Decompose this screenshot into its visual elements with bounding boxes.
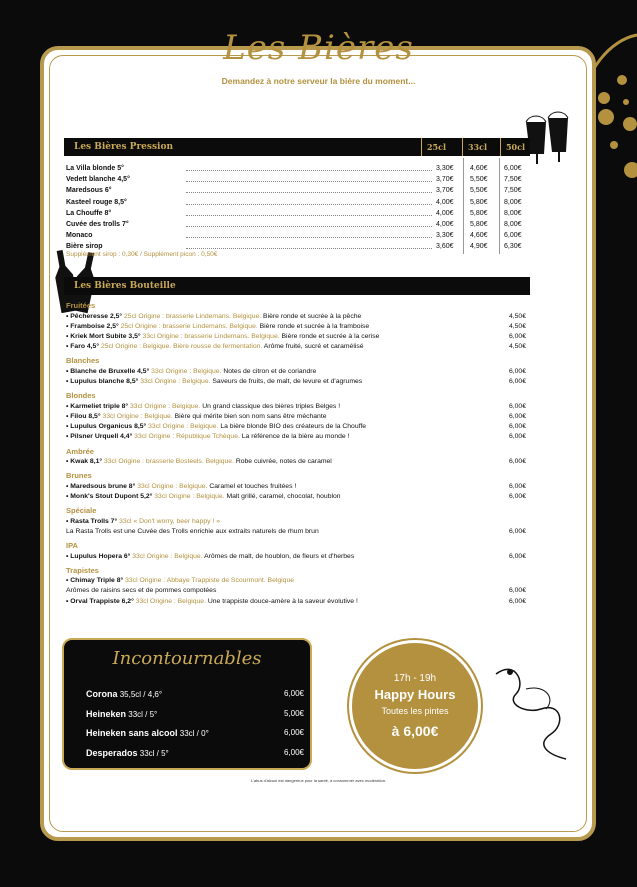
beer-name: • Faro 4,5°: [66, 343, 100, 351]
beer-price: 6,00€: [508, 482, 526, 490]
beer-origin: 33cl Origine : Belgique.: [133, 597, 206, 605]
beer-name: • Monk's Stout Dupont 5,2°: [66, 492, 153, 500]
pression-row: [66, 164, 532, 173]
price-50cl: 8,00€: [504, 221, 522, 228]
leader-dots: [186, 215, 432, 216]
beer-description: Bière ronde et sucrée à la pêche: [261, 312, 362, 320]
pression-row: [66, 209, 532, 218]
bottle-row: [66, 342, 526, 352]
leader-dots: [186, 237, 432, 238]
beer-name: Monaco: [66, 232, 93, 240]
bottle-row: [66, 527, 526, 537]
beer-description: Arômes de malt, de houblon, de fleurs et d'herbes: [202, 552, 355, 560]
category-heading: Blanches: [66, 356, 100, 366]
beer-price: 6,00€: [508, 458, 526, 465]
beer-name: • Lupulus Hopera 6°: [66, 552, 131, 560]
beer-name: • Orval Trappiste 6,2°: [66, 597, 134, 605]
beer-name: La Villa blonde 5°: [66, 165, 124, 172]
bottle-row: [66, 586, 526, 596]
bottle-row: [66, 312, 526, 322]
price-25cl: 3,70€: [436, 176, 454, 184]
price-25cl: 4,00€: [436, 198, 454, 206]
beer-description: La référence de la bière au monde !: [239, 433, 350, 441]
category-heading: Fruitées: [66, 301, 96, 310]
beer-spec: 33cl / 5°: [137, 748, 169, 758]
incontournable-row: [86, 747, 304, 759]
beer-name: Kasteel rouge 8,5°: [66, 198, 127, 206]
bottle-row: [66, 517, 526, 527]
beer-name: • Karmeliet triple 8°: [66, 402, 129, 410]
beer-price: 6,00€: [508, 332, 526, 340]
beer-name: La Chouffe 8°: [66, 209, 112, 217]
beer-price: 6,00€: [508, 433, 526, 441]
beer-price: 6,00€: [508, 492, 526, 500]
pression-row: [66, 175, 532, 184]
happy-hours-title: Happy Hours: [374, 687, 456, 702]
price-33cl: 4,60€: [470, 232, 488, 240]
beer-price: 6,00€: [283, 689, 304, 698]
beer-description: Bière qui mérite bien son nom sans être méchante: [172, 412, 327, 420]
price-33cl: 5,80€: [470, 221, 488, 228]
bottle-row: [66, 367, 526, 377]
price-33cl: 4,90€: [470, 243, 488, 251]
beer-name: • Kwak 8,1°: [66, 458, 103, 465]
bottle-row: [66, 432, 526, 442]
beer-name: Heineken sans alcool: [86, 728, 178, 738]
bottle-row: [66, 322, 526, 332]
beer-name: • Framboise 2,5°: [66, 322, 119, 330]
beer-name: • Filou 8,5°: [66, 412, 101, 420]
leader-dots: [186, 204, 432, 205]
leader-dots: [186, 181, 432, 182]
price-33cl: 5,80€: [470, 209, 488, 217]
pression-note: Supplément sirop : 0,30€ / Supplément picon : 0,50€: [66, 251, 218, 258]
beer-description: Bière ronde et sucrée à la framboise: [257, 322, 370, 330]
size-col-25: 25cl: [421, 138, 451, 156]
price-33cl: 5,80€: [470, 198, 488, 206]
beer-price: 6,00€: [508, 527, 526, 535]
beer-origin: 33cl Origine : Belgique.: [138, 378, 211, 385]
pression-header-label: Les Bières Pression: [74, 142, 174, 152]
price-50cl: 7,50€: [504, 176, 522, 184]
beer-price: 6,00€: [508, 412, 526, 420]
beer-name: Maredsous 6°: [66, 187, 112, 195]
beer-origin: 25cl Origine : brasserie Lindemans. Belgique.: [118, 322, 258, 330]
size-col-50: 50cl: [500, 138, 530, 156]
beer-description: Malt grillé, caramel, chocolat, houblon: [224, 492, 341, 500]
beer-origin: 33cl Origine : Belgique.: [100, 412, 173, 420]
pression-row: [66, 198, 532, 207]
incontournable-row: [86, 708, 304, 720]
bottle-row: [66, 377, 526, 387]
happy-hours-badge: [349, 640, 481, 772]
price-25cl: 4,00€: [436, 221, 454, 228]
beer-name: • Chimay Triple 8°: [66, 577, 124, 585]
beer-price: 6,00€: [283, 728, 304, 737]
bottle-row: [66, 457, 526, 467]
beer-description: Robe cuivrée, notes de caramel: [233, 458, 332, 465]
price-25cl: 3,30€: [436, 165, 454, 172]
beer-name: • Maredsous brune 8°: [66, 482, 136, 490]
size-col-33: 33cl: [462, 138, 492, 156]
beer-name: Heineken: [86, 708, 127, 719]
beer-description: Saveurs de fruits, de malt, de levure et d'agrumes: [210, 378, 363, 385]
price-50cl: 8,00€: [504, 198, 522, 206]
bottle-row: [66, 332, 526, 342]
bouteille-header-label: Les Bières Bouteille: [74, 281, 176, 291]
beer-name: • Lupulus blanche 8,5°: [66, 378, 139, 385]
beer-price: 6,00€: [508, 423, 526, 431]
incontournable-row: [86, 727, 304, 739]
beer-origin: 33cl Origine : brasserie Lindemans. Belgique.: [140, 332, 280, 340]
beer-description: La Rasta Trolls est une Cuvée des Trolls enrichie aux extraits naturels de rhum brun: [66, 527, 319, 535]
price-50cl: 6,00€: [504, 165, 522, 172]
beer-name: • Pêcheresse 2,5°: [66, 312, 123, 320]
beer-description: Arôme fruité, sucré et caramélisé: [262, 343, 364, 351]
category-heading: Brunes: [66, 471, 92, 481]
legal-footer: L'abus d'alcool est dangereux pour la santé, à consommer avec modération.: [250, 778, 387, 783]
beer-description: Caramel et touches fruitées !: [207, 482, 297, 490]
price-33cl: 5,50€: [470, 176, 488, 184]
leader-dots: [186, 192, 432, 193]
category-heading: IPA: [66, 541, 78, 550]
beer-origin: 33cl Origine : Belgique.: [146, 423, 219, 431]
beer-origin: 33cl « Don't worry, beer happy ! »: [117, 517, 220, 525]
beer-description: Notes de citron et de coriandre: [221, 367, 317, 375]
bottle-row: [66, 552, 526, 562]
bottle-row: [66, 412, 526, 422]
incontournables-title: Incontournables: [112, 648, 262, 669]
beer-origin: 25cl Origine : Belgique. Bière rousse de fermentation.: [99, 343, 263, 351]
beer-price: 6,00€: [508, 378, 526, 385]
beer-spec: 33cl / 5°: [126, 709, 158, 719]
beer-price: 6,00€: [508, 587, 526, 595]
price-50cl: 8,00€: [504, 209, 522, 217]
beer-price: 6,00€: [283, 747, 304, 757]
pression-row: [66, 186, 532, 195]
happy-hours-line: Toutes les pintes: [381, 706, 449, 716]
beer-name: Corona: [86, 689, 118, 699]
beer-name: Desperados: [86, 747, 138, 758]
beer-origin: 25cl Origine : brasserie Lindemans. Belgique.: [122, 312, 262, 320]
page-title: Les Bières: [223, 28, 414, 68]
beer-price: 4,50€: [508, 343, 526, 351]
price-25cl: 4,00€: [436, 209, 454, 217]
bottle-row: [66, 597, 526, 607]
beer-description: La bière blonde BIO des créateurs de la Chouffe: [218, 423, 367, 431]
beer-name: • Kriek Mort Subite 3,5°: [66, 332, 141, 340]
beer-glasses-icon: [522, 104, 572, 166]
leader-dots: [186, 226, 432, 227]
beer-price: 4,50€: [508, 312, 526, 320]
beer-origin: 33cl Origine : Belgique.: [130, 552, 203, 560]
beer-name: • Lupulus Organicus 8,5°: [66, 423, 147, 431]
beer-name: • Rasta Trolls 7°: [66, 517, 118, 525]
beer-origin: 33cl Origine : Abbaye Trappiste de Scourmont. Belgique: [123, 577, 295, 585]
category-heading: Trapistes: [66, 565, 99, 575]
pression-row: [66, 220, 532, 229]
leader-dots: [186, 248, 432, 249]
price-25cl: 3,70€: [436, 187, 454, 195]
beer-price: 6,00€: [508, 402, 526, 410]
pression-header: [64, 138, 530, 156]
beer-description: Une trappiste douce-amère à la saveur évolutive !: [205, 597, 358, 605]
price-25cl: 3,30€: [436, 232, 454, 240]
beer-origin: 33cl Origine : République Tchèque.: [132, 433, 240, 441]
beer-origin: 33cl Origine : Belgique.: [135, 482, 208, 490]
beer-spec: 35,5cl / 4,6°: [117, 690, 163, 699]
happy-hours-price: à 6,00€: [391, 723, 439, 739]
price-33cl: 4,60€: [470, 165, 488, 172]
bottle-row: [66, 482, 526, 492]
beer-name: • Pilsner Urquell 4,4°: [66, 433, 133, 441]
beer-origin: 33cl Origine : Belgique.: [128, 402, 201, 410]
bottle-row: [66, 402, 526, 412]
price-50cl: 6,00€: [504, 232, 522, 240]
pression-row: [66, 231, 532, 240]
incontournables-box: [62, 638, 312, 770]
beer-description: Bière ronde et sucrée à la cerise: [279, 332, 380, 340]
price-50cl: 6,30€: [504, 243, 522, 251]
beer-name: Cuvée des trolls 7°: [66, 221, 129, 228]
beer-origin: 33cl Origine : Belgique.: [152, 492, 225, 500]
category-heading: Ambrée: [66, 446, 94, 456]
category-heading: Blondes: [66, 391, 96, 401]
beer-price: 4,50€: [508, 322, 526, 330]
beer-name: Bière sirop: [66, 243, 103, 251]
bottle-row: [66, 422, 526, 432]
incontournable-row: [86, 688, 304, 700]
category-heading: Spéciale: [66, 506, 97, 516]
happy-hours-time: 17h - 19h: [393, 673, 437, 684]
beer-origin: 33cl Origine : Belgique.: [149, 367, 222, 375]
beer-name: • Blanche de Bruxelle 4,5°: [66, 367, 150, 375]
bottle-row: [66, 576, 526, 586]
flourish-icon: [486, 654, 576, 764]
beer-spec: 33cl / 0°: [177, 729, 209, 738]
beer-price: 6,00€: [508, 367, 526, 375]
price-25cl: 3,60€: [436, 243, 454, 251]
page-subtitle: Demandez à notre serveur la bière du moment...: [221, 76, 416, 86]
leader-dots: [186, 170, 432, 171]
beer-price: 5,00€: [283, 708, 304, 718]
price-33cl: 5,50€: [470, 187, 488, 195]
bouteille-header: [64, 277, 530, 295]
beer-name: Vedett blanche 4,5°: [66, 176, 130, 184]
beer-price: 6,00€: [508, 597, 526, 605]
beer-description: Un grand classique des bières triples Belges !: [200, 402, 341, 410]
beer-origin: 33cl Origine : brasserie Bosteels. Belgique.: [102, 458, 234, 465]
bottle-row: [66, 492, 526, 502]
beer-price: 6,00€: [508, 552, 526, 560]
price-50cl: 7,50€: [504, 187, 522, 195]
beer-description: Arômes de raisins secs et de pommes compotées: [66, 587, 217, 595]
